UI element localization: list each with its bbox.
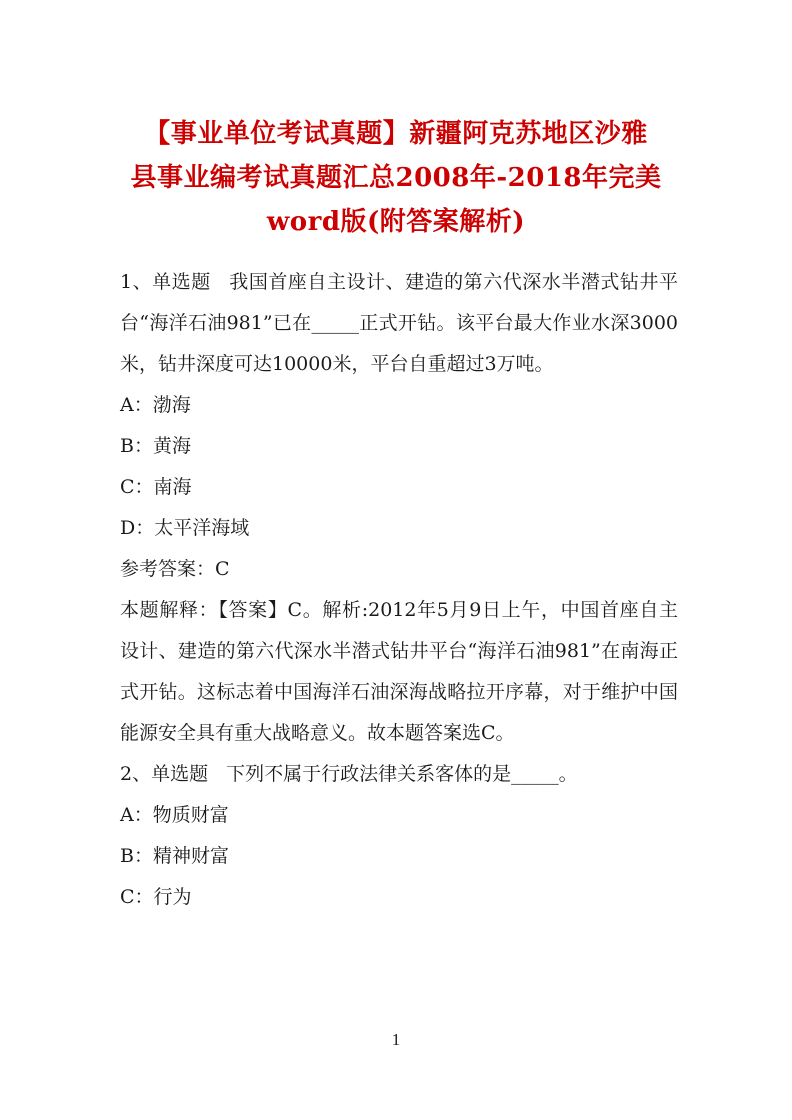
question-1-option-c: C：南海 [120, 476, 192, 498]
question-1 [120, 262, 678, 385]
question-1-stem: 我国首座自主设计、建造的第六代深水半潜式钻井平台“海洋石油981”已在_____正式开钻。该平台最大作业水深3000米，钻井深度可达10000米，平台自重超过3万吨。 [120, 271, 678, 375]
question-2-number: 2、单选题 [120, 763, 209, 785]
question-2-option-b: B：精神财富 [120, 845, 229, 867]
title-line-3: word版(附答案解析) [266, 207, 526, 237]
page-number: 1 [391, 1030, 401, 1049]
question-1-option-b: B：黄海 [120, 435, 191, 457]
question-2-option-c: C：行为 [120, 886, 192, 908]
question-1-explanation: 本题解释：【答案】C。解析:2012年5月9日上午，中国首座自主设计、建造的第六代深水半潜式钻井平台“海洋石油981”在南海正式开钻。这标志着中国海洋石油深海战略拉开序幕，对于维护中国能源安全具有重大战略意义。故本题答案选C。 [120, 599, 678, 744]
question-2 [120, 754, 678, 795]
title-line-2: 县事业编考试真题汇总2008年-2018年完美 [130, 163, 662, 193]
document-title [110, 112, 682, 244]
question-2-option-a: A：物质财富 [120, 804, 229, 826]
question-1-option-d: D：太平洋海域 [120, 517, 250, 539]
document-body [120, 262, 678, 918]
question-1-number: 1、单选题 [120, 271, 211, 293]
title-line-1: 【事业单位考试真题】新疆阿克苏地区沙雅 [144, 119, 648, 149]
question-1-answer: 参考答案：C [120, 558, 230, 580]
question-1-option-a: A：渤海 [120, 394, 191, 416]
question-2-stem: 下列不属于行政法律关系客体的是_____。 [226, 763, 578, 785]
